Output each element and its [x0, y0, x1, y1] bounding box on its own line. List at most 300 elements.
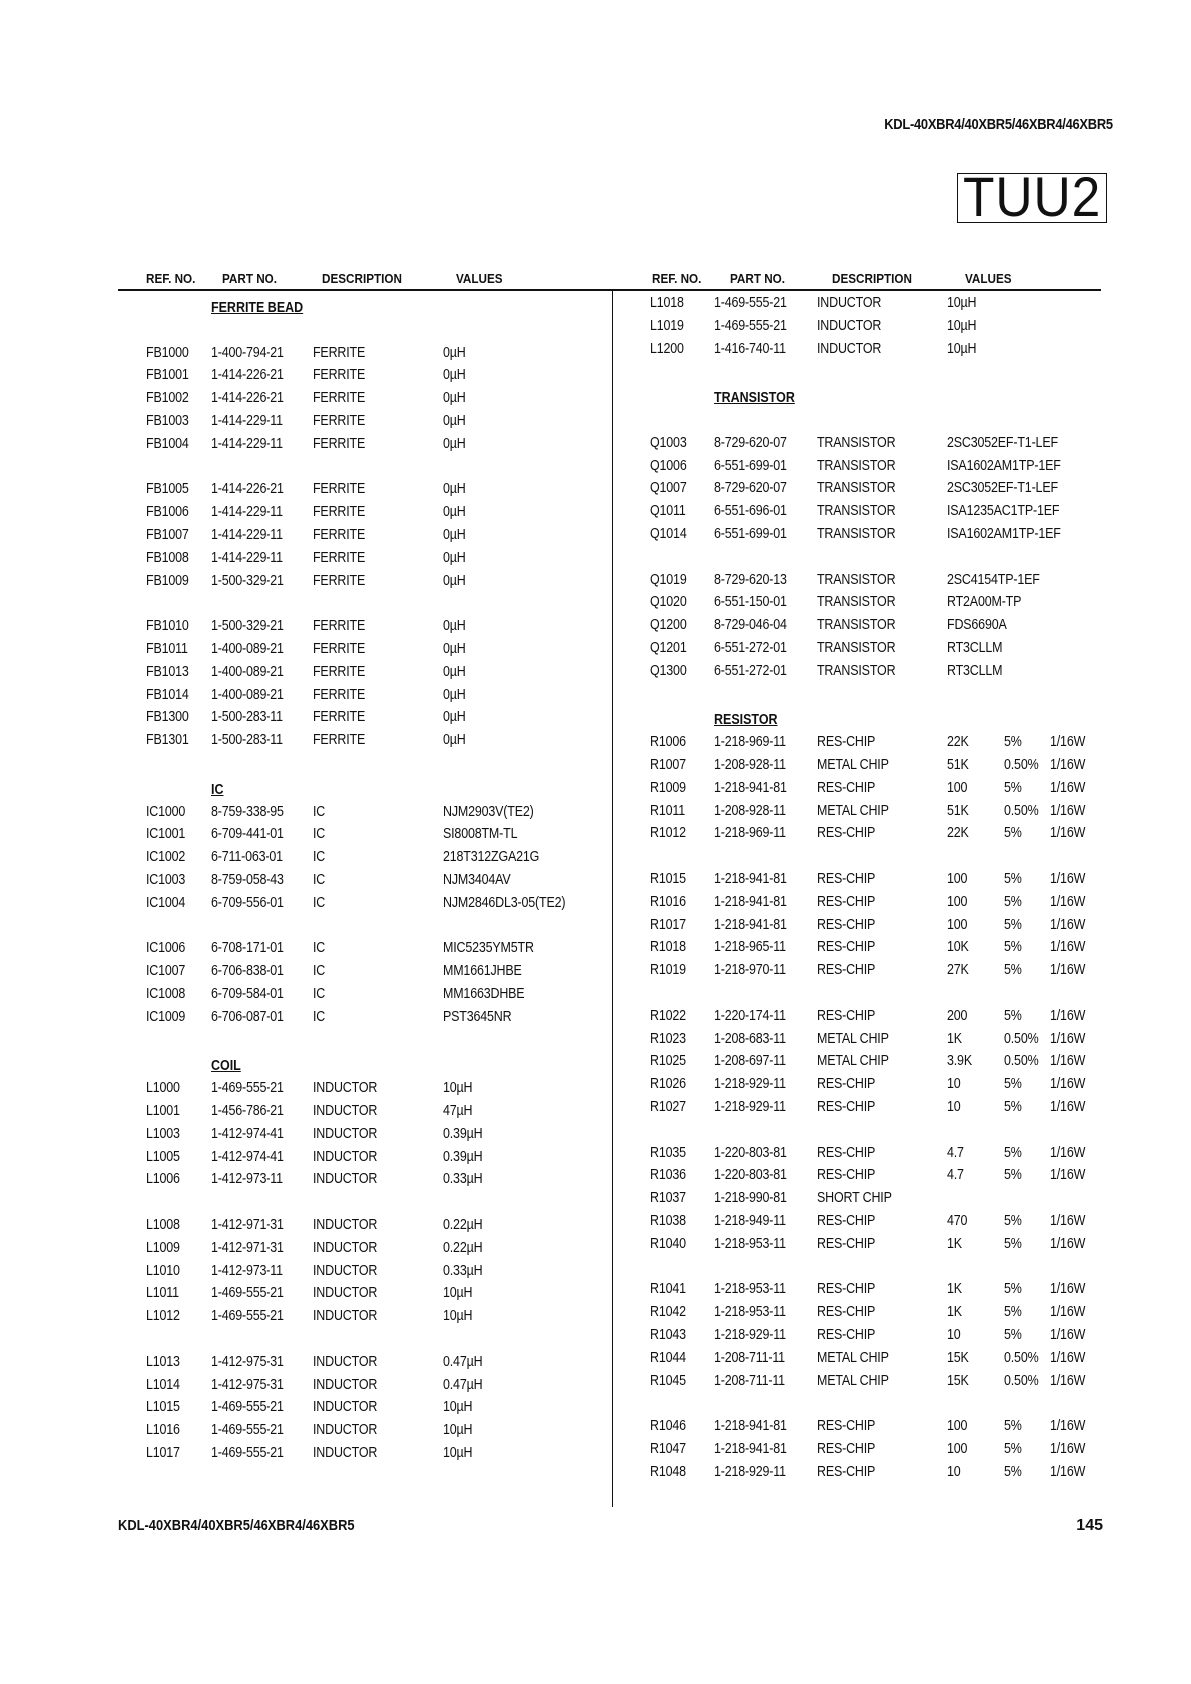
part-no: 6-551-150-01 [713, 594, 787, 611]
rating: 1/16W [1049, 1076, 1086, 1093]
ref-no: FB1300 [146, 709, 189, 726]
ref-no: Q1201 [650, 640, 687, 656]
part-no: 1-500-283-11 [210, 732, 283, 749]
ref-no: R1006 [650, 734, 686, 751]
description: FERRITE [312, 390, 366, 407]
col-desc-right: DESCRIPTION [832, 271, 912, 286]
description: RES-CHIP [816, 1463, 876, 1480]
description: FERRITE [312, 435, 366, 452]
value: 10 [946, 1463, 961, 1480]
rating: 1/16W [1049, 962, 1086, 979]
description: METAL CHIP [816, 802, 889, 819]
value: 0.47µH [442, 1376, 483, 1393]
value: 0.33µH [442, 1171, 483, 1188]
header-model: KDL-40XBR4/40XBR5/46XBR4/46XBR5 [884, 116, 1113, 133]
description: RES-CHIP [816, 779, 876, 796]
rating: 1/16W [1049, 1281, 1086, 1298]
part-no: 1-218-941-81 [713, 779, 787, 796]
ref-no: L1013 [146, 1353, 180, 1370]
description: IC [312, 849, 326, 866]
description: INDUCTOR [312, 1239, 378, 1256]
value: RT3CLLM [946, 662, 1003, 679]
rating: 1/16W [1049, 1463, 1086, 1480]
description: FERRITE [312, 641, 366, 657]
rating: 1/16W [1049, 1372, 1086, 1389]
description: INDUCTOR [312, 1445, 378, 1461]
ref-no: IC1008 [146, 986, 186, 1002]
tolerance: 5% [1003, 893, 1022, 910]
description: INDUCTOR [816, 317, 882, 334]
part-no: 1-414-229-11 [210, 504, 283, 521]
ref-no: FB1005 [146, 481, 189, 498]
part-no: 1-469-555-21 [210, 1399, 284, 1416]
part-no: 1-412-973-11 [210, 1262, 283, 1279]
part-no: 6-709-584-01 [210, 986, 284, 1002]
ref-no: R1045 [650, 1372, 686, 1389]
ref-no: L1011 [146, 1285, 179, 1302]
part-no: 1-218-929-11 [713, 1099, 786, 1115]
description: RES-CHIP [816, 1144, 876, 1161]
col-values-left: VALUES [456, 271, 503, 286]
rating: 1/16W [1049, 1099, 1086, 1115]
description: TRANSISTOR [816, 594, 896, 611]
description: RES-CHIP [816, 1281, 876, 1298]
ref-no: IC1003 [146, 872, 186, 888]
description: TRANSISTOR [816, 640, 896, 656]
description: METAL CHIP [816, 1372, 889, 1389]
value: 0µH [442, 549, 466, 566]
tolerance: 5% [1003, 1418, 1022, 1435]
description: RES-CHIP [816, 734, 876, 751]
tolerance: 5% [1003, 734, 1022, 751]
part-no: 6-551-699-01 [713, 457, 787, 474]
part-no: 8-759-058-43 [210, 872, 284, 888]
ref-no: R1016 [650, 893, 686, 910]
description: RES-CHIP [816, 1213, 876, 1229]
part-no: 1-218-969-11 [713, 734, 786, 751]
value: 0µH [442, 732, 466, 749]
section-heading: FERRITE BEAD [211, 300, 304, 316]
part-no: 6-551-699-01 [713, 526, 787, 542]
ref-no: R1026 [650, 1076, 686, 1093]
description: RES-CHIP [816, 825, 876, 842]
value: 51K [946, 757, 969, 773]
part-no: 1-469-555-21 [210, 1422, 284, 1439]
value: 0.22µH [442, 1239, 483, 1256]
ref-no: Q1300 [650, 662, 687, 679]
value: 100 [946, 1418, 968, 1435]
description: RES-CHIP [816, 1076, 876, 1093]
part-no: 6-706-087-01 [210, 1008, 284, 1025]
description: FERRITE [312, 413, 366, 429]
part-no: 1-412-973-11 [210, 1171, 283, 1188]
value: 22K [946, 734, 969, 751]
part-no: 1-218-929-11 [713, 1463, 786, 1480]
description: RES-CHIP [816, 893, 876, 910]
value: NJM2846DL3-05(TE2) [442, 894, 566, 911]
part-no: 1-414-226-21 [210, 367, 284, 384]
value: 27K [946, 962, 969, 979]
description: METAL CHIP [816, 1030, 889, 1047]
part-no: 6-551-272-01 [713, 640, 787, 656]
part-no: 1-416-740-11 [713, 340, 786, 357]
part-no: 1-412-974-41 [210, 1148, 284, 1165]
part-no: 1-414-226-21 [210, 481, 284, 498]
value: 4.7 [946, 1144, 964, 1161]
rating: 1/16W [1049, 734, 1086, 751]
tolerance: 5% [1003, 1463, 1022, 1480]
value: 0µH [442, 527, 466, 543]
part-no: 1-414-229-11 [210, 527, 283, 543]
value: 0µH [442, 367, 466, 384]
ref-no: L1000 [146, 1080, 180, 1097]
description: FERRITE [312, 709, 366, 726]
ref-no: L1200 [650, 340, 684, 357]
ref-no: FB1010 [146, 618, 189, 635]
value: SI8008TM-TL [442, 826, 518, 843]
description: TRANSISTOR [816, 662, 896, 679]
ref-no: R1017 [650, 916, 686, 933]
description: RES-CHIP [816, 1441, 876, 1457]
part-no: 1-412-974-41 [210, 1125, 284, 1142]
value: 22K [946, 825, 969, 842]
value: 10µH [946, 340, 977, 357]
part-no: 6-709-441-01 [210, 826, 284, 843]
description: FERRITE [312, 481, 366, 498]
part-no: 1-208-711-11 [713, 1349, 785, 1366]
part-no: 1-500-329-21 [210, 618, 284, 635]
description: METAL CHIP [816, 1349, 889, 1366]
rating: 1/16W [1049, 1349, 1086, 1366]
value: 0µH [442, 709, 466, 726]
description: RES-CHIP [816, 1418, 876, 1435]
header-rule [118, 289, 1101, 291]
rating: 1/16W [1049, 893, 1086, 910]
rating: 1/16W [1049, 1235, 1086, 1252]
part-no: 1-220-803-81 [713, 1167, 787, 1184]
part-no: 1-208-683-11 [713, 1030, 786, 1047]
description: RES-CHIP [816, 916, 876, 933]
ref-no: R1038 [650, 1213, 686, 1229]
part-no: 1-220-174-11 [713, 1007, 786, 1024]
ref-no: R1042 [650, 1304, 686, 1321]
description: INDUCTOR [816, 295, 882, 311]
ref-no: FB1008 [146, 549, 189, 566]
ref-no: IC1000 [146, 803, 186, 820]
ref-no: L1017 [146, 1445, 180, 1461]
value: 200 [946, 1007, 968, 1024]
description: INDUCTOR [312, 1399, 378, 1416]
value: RT2A00M-TP [946, 594, 1022, 611]
ref-no: R1012 [650, 825, 686, 842]
part-no: 1-469-555-21 [210, 1080, 284, 1097]
ref-no: IC1001 [146, 826, 186, 843]
tolerance: 5% [1003, 779, 1022, 796]
value: 0µH [442, 481, 466, 498]
section-heading: TRANSISTOR [714, 390, 795, 407]
tolerance: 5% [1003, 1235, 1022, 1252]
ref-no: R1007 [650, 757, 686, 773]
description: INDUCTOR [312, 1217, 378, 1233]
description: IC [312, 1008, 326, 1025]
value: 1K [946, 1235, 962, 1252]
part-no: 6-709-556-01 [210, 894, 284, 911]
rating: 1/16W [1049, 1144, 1086, 1161]
value: 218T312ZGA21G [442, 849, 540, 866]
tolerance: 0.50% [1003, 1030, 1039, 1047]
rating: 1/16W [1049, 757, 1086, 773]
description: METAL CHIP [816, 757, 889, 773]
description: RES-CHIP [816, 939, 876, 956]
ref-no: L1005 [146, 1148, 180, 1165]
description: RES-CHIP [816, 1235, 876, 1252]
tolerance: 5% [1003, 1167, 1022, 1184]
ref-no: IC1002 [146, 849, 186, 866]
description: FERRITE [312, 367, 366, 384]
value: 1K [946, 1304, 962, 1321]
part-no: 1-469-555-21 [210, 1285, 284, 1302]
description: INDUCTOR [312, 1148, 378, 1165]
part-no: 1-414-229-11 [210, 549, 283, 566]
part-no: 6-708-171-01 [210, 940, 284, 957]
value: ISA1602AM1TP-1EF [946, 457, 1061, 474]
part-no: 6-551-696-01 [713, 503, 787, 520]
value: 0µH [442, 572, 466, 589]
ref-no: R1015 [650, 871, 686, 887]
description: FERRITE [312, 504, 366, 521]
rating: 1/16W [1049, 1053, 1086, 1070]
ref-no: IC1006 [146, 940, 186, 957]
value: 100 [946, 871, 968, 887]
part-no: 1-414-226-21 [210, 390, 284, 407]
description: IC [312, 826, 326, 843]
value: 0µH [442, 390, 466, 407]
rating: 1/16W [1049, 779, 1086, 796]
description: RES-CHIP [816, 962, 876, 979]
tolerance: 5% [1003, 1144, 1022, 1161]
tolerance: 5% [1003, 1304, 1022, 1321]
tolerance: 5% [1003, 1099, 1022, 1115]
value: 2SC3052EF-T1-LEF [946, 434, 1058, 451]
ref-no: FB1001 [146, 367, 189, 384]
rating: 1/16W [1049, 916, 1086, 933]
part-no: 1-400-089-21 [210, 663, 284, 680]
description: FERRITE [312, 344, 366, 361]
part-no: 1-218-929-11 [713, 1076, 786, 1093]
part-no: 8-759-338-95 [210, 803, 284, 820]
value: NJM3404AV [442, 872, 511, 888]
description: IC [312, 986, 326, 1002]
ref-no: R1047 [650, 1441, 686, 1457]
description: INDUCTOR [312, 1376, 378, 1393]
value: 0.22µH [442, 1217, 483, 1233]
value: 10µH [946, 317, 977, 334]
col-ref-left: REF. NO. [146, 271, 196, 286]
description: TRANSISTOR [816, 503, 896, 520]
tolerance: 5% [1003, 1441, 1022, 1457]
part-no: 1-456-786-21 [210, 1103, 284, 1119]
rating: 1/16W [1049, 1030, 1086, 1047]
ref-no: L1006 [146, 1171, 180, 1188]
ref-no: Q1011 [650, 503, 686, 520]
rating: 1/16W [1049, 871, 1086, 887]
ref-no: FB1009 [146, 572, 189, 589]
value: 0µH [442, 663, 466, 680]
ref-no: FB1004 [146, 435, 189, 452]
rating: 1/16W [1049, 1327, 1086, 1343]
board-label: TUU2 [963, 165, 1102, 228]
value: 51K [946, 802, 969, 819]
footer-model: KDL-40XBR4/40XBR5/46XBR4/46XBR5 [118, 1517, 355, 1534]
description: RES-CHIP [816, 1099, 876, 1115]
description: INDUCTOR [312, 1285, 378, 1302]
value: 0µH [442, 344, 466, 361]
value: 15K [946, 1372, 969, 1389]
part-no: 1-500-283-11 [210, 709, 283, 726]
description: FERRITE [312, 572, 366, 589]
part-no: 1-412-971-31 [210, 1217, 284, 1233]
ref-no: L1012 [146, 1308, 180, 1325]
ref-no: Q1007 [650, 480, 687, 497]
section-heading: COIL [211, 1058, 241, 1075]
value: 15K [946, 1349, 969, 1366]
description: INDUCTOR [312, 1262, 378, 1279]
ref-no: Q1020 [650, 594, 687, 611]
part-no: 1-469-555-21 [210, 1308, 284, 1325]
tolerance: 5% [1003, 1327, 1022, 1343]
part-no: 1-400-089-21 [210, 686, 284, 703]
ref-no: IC1004 [146, 894, 186, 911]
value: 1K [946, 1281, 962, 1298]
value: 0µH [442, 413, 466, 429]
description: IC [312, 940, 326, 957]
description: IC [312, 963, 326, 980]
tolerance: 5% [1003, 1213, 1022, 1229]
part-no: 1-414-229-11 [210, 413, 283, 429]
description: FERRITE [312, 686, 366, 703]
part-no: 1-218-949-11 [713, 1213, 786, 1229]
description: FERRITE [312, 527, 366, 543]
value: 4.7 [946, 1167, 964, 1184]
ref-no: R1019 [650, 962, 686, 979]
tolerance: 0.50% [1003, 757, 1039, 773]
part-no: 1-469-555-21 [713, 295, 787, 311]
part-no: 8-729-620-07 [713, 480, 787, 497]
tolerance: 0.50% [1003, 1349, 1039, 1366]
ref-no: FB1014 [146, 686, 189, 703]
ref-no: Q1014 [650, 526, 687, 542]
part-no: 1-218-929-11 [713, 1327, 786, 1343]
value: RT3CLLM [946, 640, 1003, 656]
value: 0.39µH [442, 1125, 483, 1142]
part-no: 1-414-229-11 [210, 435, 283, 452]
ref-no: L1018 [650, 295, 684, 311]
part-no: 1-218-970-11 [713, 962, 786, 979]
ref-no: R1035 [650, 1144, 686, 1161]
part-no: 1-500-329-21 [210, 572, 284, 589]
ref-no: FB1000 [146, 344, 189, 361]
ref-no: FB1007 [146, 527, 189, 543]
ref-no: L1015 [146, 1399, 180, 1416]
description: INDUCTOR [312, 1125, 378, 1142]
part-no: 1-218-953-11 [713, 1304, 786, 1321]
part-no: 1-469-555-21 [713, 317, 787, 334]
tolerance: 5% [1003, 1076, 1022, 1093]
col-part-right: PART NO. [730, 271, 786, 286]
ref-no: R1048 [650, 1463, 686, 1480]
ref-no: R1044 [650, 1349, 686, 1366]
value: 1K [946, 1030, 962, 1047]
part-no: 1-218-953-11 [713, 1235, 786, 1252]
value: 0µH [442, 504, 466, 521]
part-no: 1-218-941-81 [713, 871, 787, 887]
value: 2SC4154TP-1EF [946, 571, 1040, 588]
value: 10µH [442, 1445, 473, 1461]
value: 10µH [442, 1308, 473, 1325]
description: FERRITE [312, 618, 366, 635]
description: FERRITE [312, 549, 366, 566]
rating: 1/16W [1049, 1418, 1086, 1435]
part-no: 1-220-803-81 [713, 1144, 787, 1161]
ref-no: R1043 [650, 1327, 686, 1343]
ref-no: R1040 [650, 1235, 686, 1252]
value: 0.39µH [442, 1148, 483, 1165]
description: TRANSISTOR [816, 457, 896, 474]
col-values-right: VALUES [965, 271, 1012, 286]
col-ref-right: REF. NO. [652, 271, 702, 286]
description: INDUCTOR [312, 1171, 378, 1188]
ref-no: L1008 [146, 1217, 180, 1233]
value: FDS6690A [946, 617, 1007, 634]
tolerance: 5% [1003, 1007, 1022, 1024]
rating: 1/16W [1049, 1304, 1086, 1321]
tolerance: 5% [1003, 871, 1022, 887]
ref-no: R1022 [650, 1007, 686, 1024]
ref-no: IC1009 [146, 1008, 186, 1025]
value: 0µH [442, 435, 466, 452]
ref-no: L1001 [146, 1103, 180, 1119]
ref-no: Q1003 [650, 434, 687, 451]
description: RES-CHIP [816, 1304, 876, 1321]
part-no: 1-412-971-31 [210, 1239, 284, 1256]
ref-no: L1016 [146, 1422, 180, 1439]
value: 10K [946, 939, 969, 956]
ref-no: L1003 [146, 1125, 180, 1142]
part-no: 1-218-953-11 [713, 1281, 786, 1298]
rating: 1/16W [1049, 802, 1086, 819]
ref-no: IC1007 [146, 963, 186, 980]
value: 100 [946, 779, 968, 796]
part-no: 1-400-089-21 [210, 641, 284, 657]
ref-no: R1023 [650, 1030, 686, 1047]
ref-no: L1009 [146, 1239, 180, 1256]
ref-no: FB1301 [146, 732, 189, 749]
tolerance: 0.50% [1003, 1053, 1039, 1070]
value: 0µH [442, 641, 466, 657]
description: FERRITE [312, 732, 366, 749]
rating: 1/16W [1049, 825, 1086, 842]
part-no: 8-729-046-04 [713, 617, 787, 634]
part-no: 8-729-620-07 [713, 434, 787, 451]
value: ISA1602AM1TP-1EF [946, 526, 1061, 542]
description: RES-CHIP [816, 1007, 876, 1024]
rating: 1/16W [1049, 1441, 1086, 1457]
ref-no: L1019 [650, 317, 684, 334]
part-no: 1-218-969-11 [713, 825, 786, 842]
part-no: 6-551-272-01 [713, 662, 787, 679]
value: 100 [946, 1441, 968, 1457]
description: SHORT CHIP [816, 1190, 892, 1207]
